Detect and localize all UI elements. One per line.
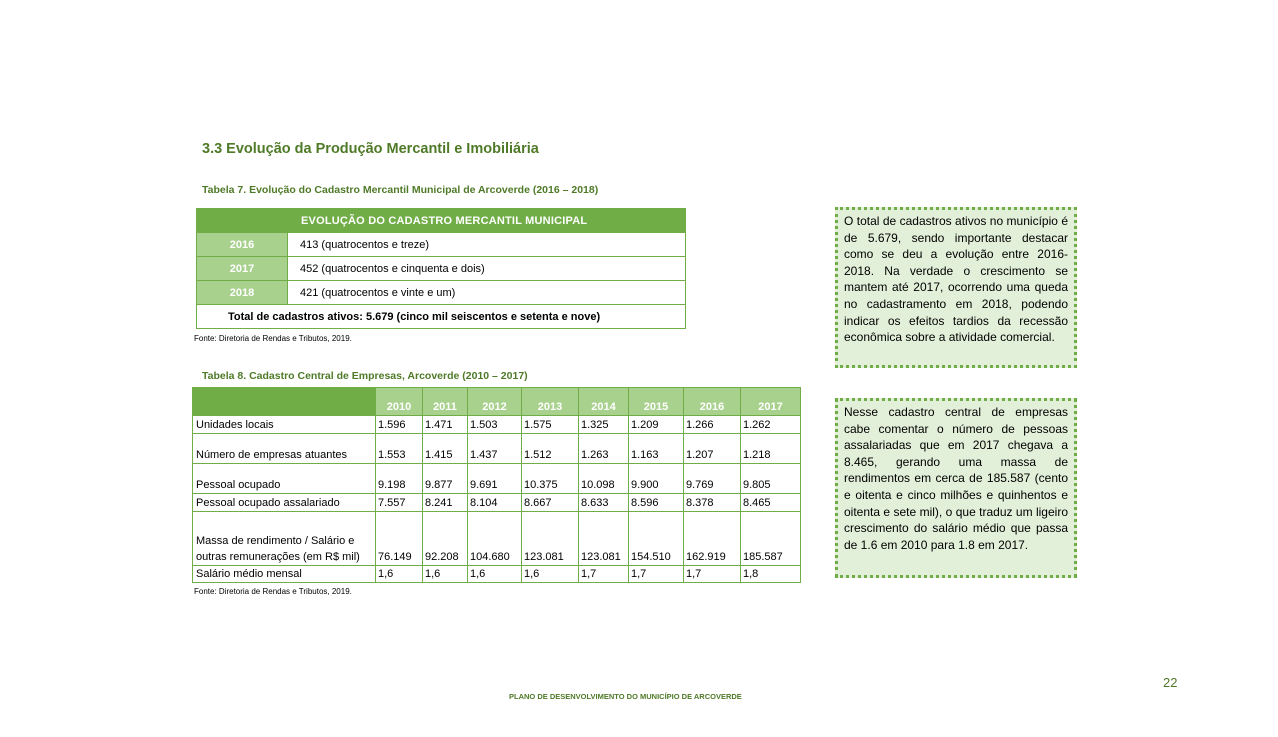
table-cell: 1.575 — [522, 416, 579, 434]
total-cell: Total de cadastros ativos: 5.679 (cinco mil seiscentos e setenta e nove) — [197, 305, 686, 329]
row-label: Massa de rendimento / Salário e outras remunerações (em R$ mil) — [193, 512, 376, 566]
table-cell: 8.465 — [741, 494, 801, 512]
table-cell: 1.207 — [684, 434, 741, 464]
table8-header-row — [193, 388, 801, 416]
table-cell: 123.081 — [522, 512, 579, 566]
table7-header: EVOLUÇÃO DO CADASTRO MERCANTIL MUNICIPAL — [197, 209, 686, 233]
table-cell: 1,7 — [579, 566, 629, 583]
table-cell: 92.208 — [423, 512, 468, 566]
table-row — [193, 512, 801, 566]
table-cell: 9.769 — [684, 464, 741, 494]
row-label: Pessoal ocupado — [193, 464, 376, 494]
table-cell: 1.437 — [468, 434, 522, 464]
table-cell: 1.471 — [423, 416, 468, 434]
note-box-empresas: Nesse cadastro central de empresas cabe comentar o número de pessoas assalariadas que em 2017 chegava a 8.465, gerando uma massa de rendimentos em cerca de 185.587 (cento e oitenta e cinco milhões e quinhentos e oitenta e sete mil), o que traduz um ligeiro crescimento do salário médio que passa de 1.6 em 2010 para 1.8 em 2017. — [835, 398, 1077, 578]
table-cell: 1.263 — [579, 434, 629, 464]
page-number: 22 — [1163, 675, 1178, 690]
table-cell: 8.596 — [629, 494, 684, 512]
table-cell: 9.877 — [423, 464, 468, 494]
table-cell: 1.163 — [629, 434, 684, 464]
table-cell: 76.149 — [376, 512, 423, 566]
table8-source: Fonte: Diretoria de Rendas e Tributos, 2019. — [194, 587, 352, 596]
table-cell: 104.680 — [468, 512, 522, 566]
table-cell: 162.919 — [684, 512, 741, 566]
table-cell: 8.104 — [468, 494, 522, 512]
year-header: 2013 — [522, 388, 579, 416]
value-cell: 421 (quatrocentos e vinte e um) — [288, 281, 686, 305]
table-cell: 123.081 — [579, 512, 629, 566]
value-cell: 452 (quatrocentos e cinquenta e dois) — [288, 257, 686, 281]
row-label: Salário médio mensal — [193, 566, 376, 583]
table-cell: 9.900 — [629, 464, 684, 494]
table7-header-row — [197, 209, 686, 233]
table-cell: 8.667 — [522, 494, 579, 512]
table-cell: 154.510 — [629, 512, 684, 566]
year-header: 2016 — [684, 388, 741, 416]
table-cadastro-mercantil — [196, 208, 686, 329]
table-cadastro-empresas — [192, 387, 801, 583]
table-cell: 1,6 — [376, 566, 423, 583]
table-cell: 1.218 — [741, 434, 801, 464]
year-header: 2010 — [376, 388, 423, 416]
row-label: Pessoal ocupado assalariado — [193, 494, 376, 512]
table-cell: 9.691 — [468, 464, 522, 494]
table-cell: 9.198 — [376, 464, 423, 494]
table-cell: 1.266 — [684, 416, 741, 434]
note-box-cadastro: O total de cadastros ativos no município é de 5.679, sendo importante destacar como se deu a evolução entre 2016-2018. Na verdade o crescimento se mantem até 2017, ocorrendo uma queda no cadastramento em 2018, podendo indicar os efeitos tardios da recessão econômica sobre a atividade comercial. — [835, 207, 1077, 368]
table-cell: 1.209 — [629, 416, 684, 434]
table-cell: 1,6 — [468, 566, 522, 583]
table-cell: 1.415 — [423, 434, 468, 464]
table-row — [193, 566, 801, 583]
table-row — [193, 494, 801, 512]
table-row — [193, 416, 801, 434]
year-cell: 2018 — [197, 281, 288, 305]
footer-text: PLANO DE DESENVOLVIMENTO DO MUNICÍPIO DE ARCOVERDE — [509, 692, 742, 701]
table-cell: 1.325 — [579, 416, 629, 434]
table-cell: 10.375 — [522, 464, 579, 494]
year-header: 2014 — [579, 388, 629, 416]
table-cell: 1.596 — [376, 416, 423, 434]
table-cell: 10.098 — [579, 464, 629, 494]
table-cell: 185.587 — [741, 512, 801, 566]
table-cell: 1,8 — [741, 566, 801, 583]
table7-source: Fonte: Diretoria de Rendas e Tributos, 2019. — [194, 334, 352, 343]
table-cell: 8.633 — [579, 494, 629, 512]
table-cell: 1.503 — [468, 416, 522, 434]
table-cell: 7.557 — [376, 494, 423, 512]
table-total-row — [197, 305, 686, 329]
year-header: 2011 — [423, 388, 468, 416]
table-cell: 8.378 — [684, 494, 741, 512]
table-cell: 1.553 — [376, 434, 423, 464]
table-row — [197, 281, 686, 305]
year-header: 2017 — [741, 388, 801, 416]
table-cell: 1.512 — [522, 434, 579, 464]
year-cell: 2017 — [197, 257, 288, 281]
row-label: Número de empresas atuantes — [193, 434, 376, 464]
table-cell: 1,6 — [522, 566, 579, 583]
table7-caption: Tabela 7. Evolução do Cadastro Mercantil Municipal de Arcoverde (2016 – 2018) — [202, 184, 599, 196]
table-cell: 1,7 — [629, 566, 684, 583]
value-cell: 413 (quatrocentos e treze) — [288, 233, 686, 257]
table-cell: 1,6 — [423, 566, 468, 583]
year-header: 2012 — [468, 388, 522, 416]
table-cell: 1.262 — [741, 416, 801, 434]
table-cell: 9.805 — [741, 464, 801, 494]
table-cell: 1,7 — [684, 566, 741, 583]
table-row — [193, 464, 801, 494]
header-blank-cell — [193, 388, 376, 416]
table-cell: 8.241 — [423, 494, 468, 512]
table8-caption: Tabela 8. Cadastro Central de Empresas, Arcoverde (2010 – 2017) — [202, 370, 528, 382]
table-row — [193, 434, 801, 464]
year-header: 2015 — [629, 388, 684, 416]
row-label: Unidades locais — [193, 416, 376, 434]
year-cell: 2016 — [197, 233, 288, 257]
table-row — [197, 257, 686, 281]
section-title: 3.3 Evolução da Produção Mercantil e Imobiliária — [202, 141, 539, 157]
table-row — [197, 233, 686, 257]
